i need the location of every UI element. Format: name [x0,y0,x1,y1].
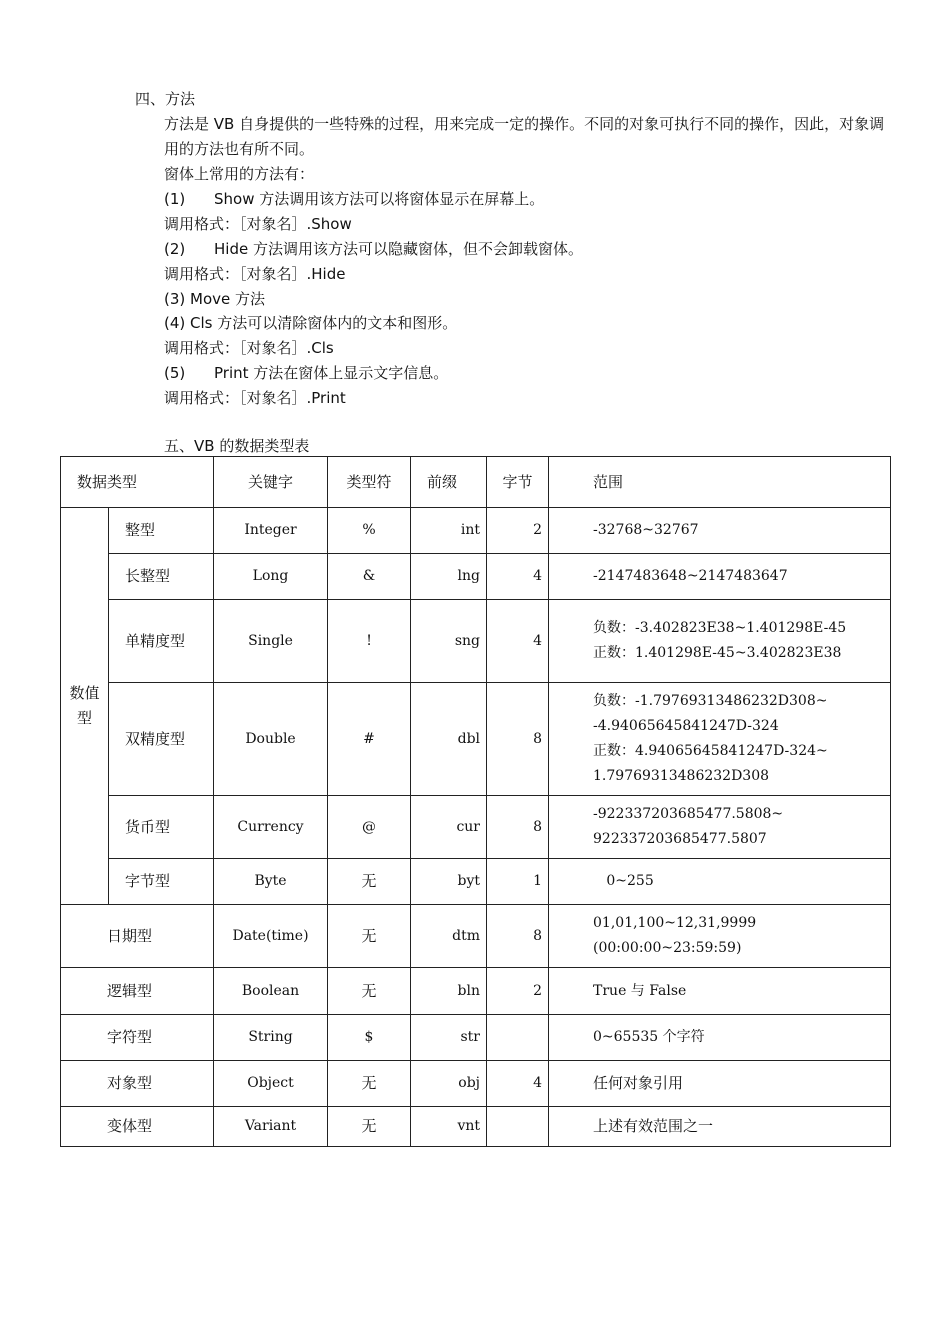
bytes: 4 [487,554,549,600]
numeric-group-label: 数值型 [61,508,109,905]
table-row [61,796,891,859]
keyword: String [214,1015,328,1061]
bytes: 8 [487,796,549,859]
range: 0~65535 个字符 [549,1015,891,1061]
type-name: 货币型 [109,796,214,859]
symbol: % [328,508,411,554]
keyword: Double [214,683,328,796]
symbol: 无 [328,968,411,1015]
type-name: 字符型 [61,1015,214,1061]
table-row [61,905,891,968]
keyword: Date(time) [214,905,328,968]
range: 负数：-1.79769313486232D308~ -4.94065645841247D-324 正数：4.94065645841247D-324~ 1.79769313486232D308 [549,683,891,796]
prefix: lng [411,554,487,600]
symbol: # [328,683,411,796]
type-name: 日期型 [61,905,214,968]
range: -922337203685477.5808~ 922337203685477.5807 [549,796,891,859]
symbol: 无 [328,905,411,968]
range: 任何对象引用 [549,1061,891,1107]
bytes: 8 [487,905,549,968]
prefix: cur [411,796,487,859]
symbol: 无 [328,859,411,905]
symbol: & [328,554,411,600]
header-data-type: 数据类型 [61,457,214,508]
table-row [61,508,891,554]
keyword: Long [214,554,328,600]
table-row [61,1061,891,1107]
prefix: obj [411,1061,487,1107]
range: 负数：-3.402823E38~1.401298E-45 正数：1.401298E-45~3.402823E38 [549,600,891,683]
table-row [61,1107,891,1147]
section4-heading: 四、方法 [135,90,196,108]
method-hide: (2) Hide 方法调用该方法可以隐藏窗体，但不会卸载窗体。 [164,240,583,258]
bytes: 4 [487,600,549,683]
symbol: ! [328,600,411,683]
method-hide-format: 调用格式：［对象名］.Hide [164,265,346,283]
method-move: (3) Move 方法 [164,290,266,308]
header-range: 范围 [549,457,891,508]
type-name: 逻辑型 [61,968,214,1015]
keyword: Byte [214,859,328,905]
symbol: $ [328,1015,411,1061]
type-name: 单精度型 [109,600,214,683]
type-name: 长整型 [109,554,214,600]
header-bytes: 字节 [487,457,549,508]
keyword: Variant [214,1107,328,1147]
type-name: 整型 [109,508,214,554]
bytes: 2 [487,968,549,1015]
prefix: bln [411,968,487,1015]
prefix: int [411,508,487,554]
bytes: 1 [487,859,549,905]
type-name: 变体型 [61,1107,214,1147]
method-show: (1) Show 方法调用该方法可以将窗体显示在屏幕上。 [164,190,545,208]
method-print: (5) Print 方法在窗体上显示文字信息。 [164,364,449,382]
method-show-format: 调用格式：［对象名］.Show [164,215,352,233]
range: 上述有效范围之一 [549,1107,891,1147]
section4-intro: 方法是 VB 自身提供的一些特殊的过程，用来完成一定的操作。不同的对象可执行不同的操作，因此，对象调用的方法也有所不同。 [164,115,885,158]
keyword: Boolean [214,968,328,1015]
table-row [61,600,891,683]
keyword: Integer [214,508,328,554]
prefix: dtm [411,905,487,968]
bytes: 8 [487,683,549,796]
header-prefix: 前缀 [411,457,487,508]
section5-heading: 五、VB 的数据类型表 [164,437,310,455]
method-cls: (4) Cls 方法可以清除窗体内的文本和图形。 [164,314,458,332]
table-row [61,554,891,600]
type-name: 对象型 [61,1061,214,1107]
prefix: byt [411,859,487,905]
bytes: 4 [487,1061,549,1107]
range: -2147483648~2147483647 [549,554,891,600]
prefix: str [411,1015,487,1061]
type-name: 字节型 [109,859,214,905]
bytes [487,1015,549,1061]
header-symbol: 类型符 [328,457,411,508]
type-name: 双精度型 [109,683,214,796]
prefix: vnt [411,1107,487,1147]
symbol: 无 [328,1061,411,1107]
data-type-table [60,456,891,1147]
methods-intro: 窗体上常用的方法有： [164,165,315,183]
table-row [61,968,891,1015]
prefix: dbl [411,683,487,796]
keyword: Currency [214,796,328,859]
keyword: Object [214,1061,328,1107]
range: 01,01,100~12,31,9999 (00:00:00~23:59:59) [549,905,891,968]
table-row [61,683,891,796]
method-print-format: 调用格式：［对象名］.Print [164,389,346,407]
range: 0~255 [549,859,891,905]
table-row [61,1015,891,1061]
symbol: @ [328,796,411,859]
bytes [487,1107,549,1147]
header-keyword: 关键字 [214,457,328,508]
range: True 与 False [549,968,891,1015]
symbol: 无 [328,1107,411,1147]
table-row [61,859,891,905]
method-cls-format: 调用格式：［对象名］.Cls [164,339,334,357]
prefix: sng [411,600,487,683]
table-header-row [61,457,891,508]
keyword: Single [214,600,328,683]
bytes: 2 [487,508,549,554]
range: -32768~32767 [549,508,891,554]
